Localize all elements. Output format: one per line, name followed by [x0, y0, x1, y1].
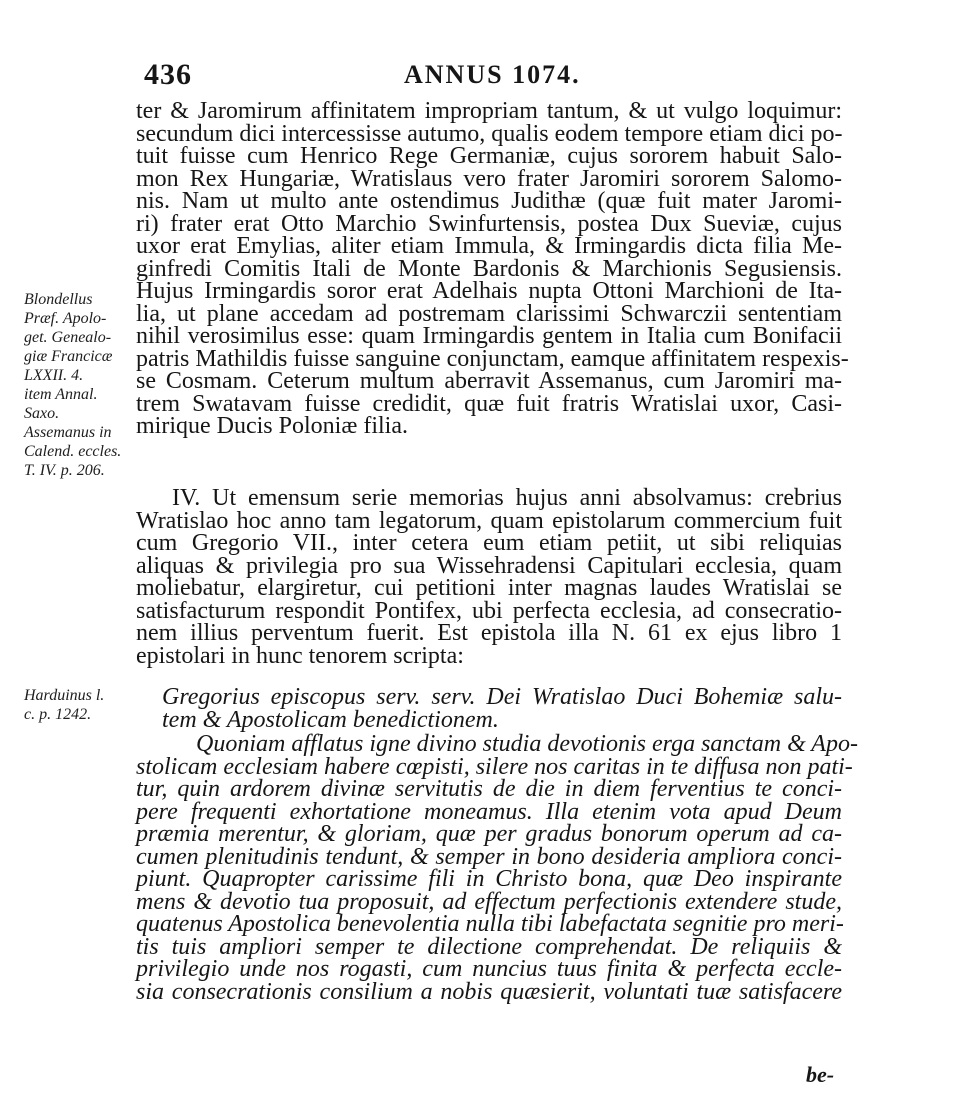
- paragraph-affinity: [136, 98, 849, 439]
- margin-note-line: Assemanus in: [24, 424, 112, 441]
- text-line: ri) frater erat Otto Marchio Swinfurtensis, postea Dux Sueviæ, cujus: [136, 210, 842, 237]
- text-line: patris Mathildis fuisse sanguine conjunctam, eamque affinitatem respexis-: [136, 345, 849, 372]
- letter-line: pere frequenti exhortatione moneamus. Illa etenim vota apud Deum: [136, 798, 842, 825]
- salutation-line: Gregorius episcopus serv. serv. Dei Wratislao Duci Bohemiæ salu-: [162, 684, 842, 710]
- text-line: mirique Ducis Poloniæ filia.: [136, 413, 408, 439]
- running-head: [0, 52, 960, 96]
- margin-note-line: giæ Francicæ: [24, 348, 113, 365]
- margin-note-line: T. IV. p. 206.: [24, 462, 105, 479]
- letter-line: sia consecrationis consilium a nobis quæsierit, voluntati tuæ satisfacere: [136, 978, 842, 1005]
- text-line: ter & Jaromirum affinitatem impropriam tantum, & ut vulgo loquimur:: [136, 98, 842, 124]
- letter-line: tis tuis ampliori semper te dilectione comprehendat. De reliquiis &: [136, 933, 842, 960]
- text-line: nis. Nam ut multo ante ostendimus Judithæ (quæ fuit mater Jaromi-: [136, 188, 842, 214]
- margin-note-line: Præf. Apolo-: [24, 310, 107, 327]
- letter-line: stolicam ecclesiam habere cœpisti, silere nos caritas in te diffusa non pati-: [136, 753, 853, 780]
- letter-line: privilegio unde nos rogasti, cum nuncius tuus finita & perfecta eccle-: [136, 956, 842, 982]
- running-title: ANNUS 1074.: [404, 60, 581, 89]
- margin-note-line: Saxo.: [24, 405, 60, 422]
- letter-line: piunt. Quapropter carissime fili in Christo bona, quæ Deo inspirante: [136, 866, 842, 892]
- text-line: aliquas & privilegia pro sua Wissehradensi Capitulari ecclesia, quam: [136, 552, 842, 579]
- text-line: nem illius perventum fuerit. Est epistola illa N. 61 ex ejus libro 1: [136, 620, 842, 646]
- margin-note-line: Harduinus l.: [24, 687, 105, 704]
- margin-note-line: c. p. 1242.: [24, 706, 92, 723]
- text-line: trem Swatavam fuisse credidit, quæ fuit fratris Wratislai uxor, Casi-: [136, 390, 842, 417]
- margin-note-harduinus: [24, 686, 136, 724]
- margin-note-line: Blondellus: [24, 291, 93, 308]
- margin-note-line: Calend. eccles.: [24, 443, 122, 460]
- paragraph-section-iv: [136, 487, 842, 667]
- letter-line: tur, quin ardorem divinæ servitutis de die in diem ferventius te conci-: [136, 776, 842, 802]
- letter-line: præmia merentur, & gloriam, quæ per gradus bonorum operum ad ca-: [136, 821, 842, 847]
- text-line: nihil verosimilus esse: quam Irmingardis gentem in Italia cum Bonifacii: [136, 323, 842, 349]
- text-line: IV. Ut emensum serie memorias hujus anni absolvamus: crebrius: [172, 485, 842, 511]
- text-line: epistolari in hunc tenorem scripta:: [136, 642, 464, 669]
- text-line: moliebatur, elargiretur, cui petitioni inter magnas laudes Wratislai se: [136, 575, 842, 601]
- text-line: Wratislao hoc anno tam legatorum, quam epistolarum commercium fuit: [136, 507, 842, 534]
- salutation-line: tem & Apostolicam benedictionem.: [162, 706, 499, 733]
- text-line: secundum dici intercessisse autumo, qualis eodem tempore etiam dici po-: [136, 120, 843, 147]
- text-line: cum Gregorio VII., inter cetera eum etiam petiit, ut sibi reliquias: [136, 530, 842, 556]
- letter-line: Quoniam afflatus igne divino studia devotionis erga sanctam & Apo-: [196, 731, 858, 757]
- text-line: se Cosmam. Ceterum multum aberravit Assemanus, cum Jaromiri ma-: [136, 368, 842, 394]
- margin-note-line: LXXII. 4.: [24, 367, 84, 384]
- letter-line: quatenus Apostolica benevolentia nulla tibi labefactata segnitie pro meri-: [136, 911, 844, 937]
- catchword: be-: [806, 1062, 835, 1087]
- text-line: satisfacturum respondit Pontifex, ubi perfecta ecclesia, ad consecratio-: [136, 597, 842, 624]
- margin-note-line: get. Genealo-: [24, 329, 112, 346]
- letter-salutation: [162, 686, 842, 731]
- letter-line: cumen plenitudinis tendunt, & semper in bono desideria ampliora conci-: [136, 843, 842, 870]
- letter-body: [136, 731, 858, 1005]
- margin-note-line: item Annal.: [24, 386, 98, 403]
- text-line: lia, ut plane accedam ad postremam clarissimi Schwarczii sententiam: [136, 300, 842, 327]
- page-number: 436: [144, 58, 192, 91]
- text-line: uxor erat Emylias, aliter etiam Immula, & Irmingardis dicta filia Me-: [136, 233, 842, 259]
- text-line: Hujus Irmingardis soror erat Adelhais nupta Ottoni Marchioni de Ita-: [136, 278, 842, 304]
- text-line: mon Rex Hungariæ, Wratislaus vero frater Jaromiri sororem Salomo-: [136, 165, 842, 192]
- margin-note-blondellus: [24, 290, 136, 480]
- text-line: tuit fuisse cum Henrico Rege Germaniæ, cujus sororem habuit Salo-: [136, 143, 842, 169]
- letter-line: mens & devotio tua proposuit, ad effectum perfectionis extendere stude,: [136, 888, 842, 915]
- text-line: ginfredi Comitis Itali de Monte Bardonis & Marchionis Segusiensis.: [136, 255, 842, 282]
